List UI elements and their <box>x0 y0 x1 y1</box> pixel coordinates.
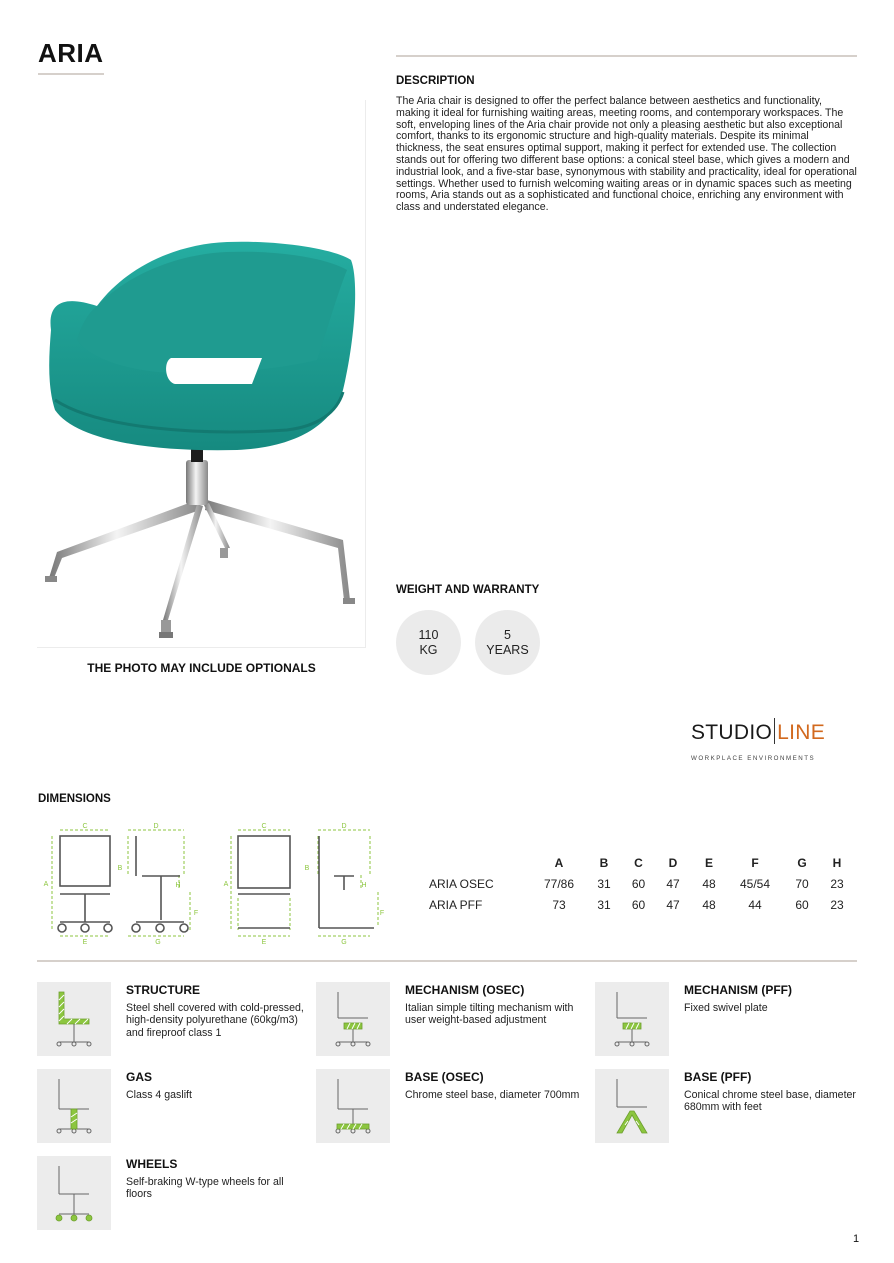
feature-gas <box>37 1069 307 1145</box>
table-header: D <box>668 856 678 870</box>
feature-title: STRUCTURE <box>126 983 200 997</box>
chair-illustration <box>37 100 366 648</box>
table-cell: 60 <box>631 897 646 912</box>
drawing-label: B <box>117 865 123 872</box>
drawing-label: F <box>193 910 199 917</box>
table-header: E <box>704 856 713 870</box>
feature-title: MECHANISM (OSEC) <box>405 983 525 997</box>
page-number: 1 <box>853 1233 860 1245</box>
table-cell: 60 <box>795 897 809 912</box>
description-heading: DESCRIPTION <box>396 75 475 87</box>
warranty-badge <box>475 610 540 675</box>
feature-base-pff <box>595 1069 865 1145</box>
title-underline <box>38 73 104 75</box>
drawing-label: H <box>361 882 367 889</box>
table-cell: 77/86 <box>543 876 575 891</box>
table-cell: 48 <box>702 897 716 912</box>
top-divider <box>396 55 857 57</box>
table-header: G <box>797 856 807 870</box>
table-row <box>424 894 857 915</box>
table-header: H <box>832 856 842 870</box>
table-cell: 44 <box>748 897 762 912</box>
table-header: A <box>554 856 564 870</box>
structure-icon <box>37 982 111 1056</box>
feature-title: MECHANISM (PFF) <box>684 983 792 997</box>
feature-text: Conical chrome steel base, diameter 680mm with feet <box>684 1089 856 1114</box>
feature-text: Steel shell covered with cold-pressed, high-density polyurethane (60kg/m3) and fireproof class 1 <box>126 1002 304 1039</box>
feature-text: Chrome steel base, diameter 700mm <box>405 1089 580 1101</box>
features-divider <box>37 960 857 962</box>
feature-text: Fixed swivel plate <box>684 1002 768 1014</box>
table-cell: 48 <box>702 876 716 891</box>
product-photo <box>37 100 366 648</box>
drawing-label: D <box>153 823 159 830</box>
table-header: C <box>634 856 643 870</box>
table-cell: 47 <box>666 897 680 912</box>
product-title: ARIA <box>38 38 104 68</box>
wheels-icon <box>37 1156 111 1230</box>
drawing-label: D <box>341 823 347 830</box>
weight-unit: KG <box>419 642 438 657</box>
drawing-label: A <box>223 881 229 888</box>
drawing-label: B <box>304 865 310 872</box>
drawing-label: G <box>155 939 161 946</box>
drawing-label: G <box>341 939 347 946</box>
table-header-row <box>424 853 857 873</box>
brand-name-part1: STUDIO <box>691 721 773 744</box>
drawing-label: C <box>82 823 88 830</box>
feature-base-osec <box>316 1069 586 1145</box>
warranty-unit: YEARS <box>486 642 529 657</box>
drawing-label: E <box>261 939 267 946</box>
drawing-label: H <box>175 882 181 889</box>
feature-title: BASE (PFF) <box>684 1070 752 1084</box>
weight-value: 110 <box>418 627 439 642</box>
warranty-value: 5 <box>504 627 511 642</box>
table-header: B <box>599 856 609 870</box>
drawing-label: E <box>82 939 88 946</box>
table-cell: 73 <box>552 897 566 912</box>
feature-title: BASE (OSEC) <box>405 1070 484 1084</box>
weight-badge <box>396 610 461 675</box>
table-cell: 31 <box>597 897 611 912</box>
table-cell: 47 <box>666 876 680 891</box>
brand-separator <box>774 718 775 744</box>
table-cell: 23 <box>830 876 844 891</box>
brand-name-part2: LINE <box>777 721 826 744</box>
feature-structure <box>37 982 307 1058</box>
table-cell: 45/54 <box>739 876 771 891</box>
conical-base-icon <box>595 1069 669 1143</box>
table-cell: 23 <box>830 897 844 912</box>
table-cell-model: ARIA PFF <box>429 897 483 912</box>
table-cell-model: ARIA OSEC <box>429 876 494 891</box>
table-header: F <box>751 856 759 870</box>
description-text: The Aria chair is designed to offer the perfect balance between aesthetics and functionality, making it ideal for furnishing waiting areas, meeting rooms, and contemporary workspaces. The soft, enveloping lines of the Aria chair provide not only a pleasing aesthetic but also exceptional comfort, thanks to its ergonomic structure and high-quality materials. Despite its minimal thickness, the seat ensures optimal support, making it perfect for extended use. The collection stands out for offering two different base options: a conical steel base, which gives a modern and industrial look, and a five-star base, synonymous with stability and practicality, ideal for operational settings. Whether used to furnish welcoming waiting areas or in dynamic spaces such as meeting rooms, Aria stands out as a sophisticated and functional choice, enriching any environment with class and understated elegance. <box>396 95 857 214</box>
table-cell: 31 <box>597 876 611 891</box>
dimension-drawings <box>38 818 390 948</box>
table-cell: 60 <box>631 876 646 891</box>
feature-text: Class 4 gaslift <box>126 1089 192 1101</box>
weight-warranty-heading: WEIGHT AND WARRANTY <box>396 584 540 596</box>
drawing-label: F <box>379 910 385 917</box>
gaslift-icon <box>37 1069 111 1143</box>
feature-text: Italian simple tilting mechanism with user weight-based adjustment <box>405 1002 574 1027</box>
drawing-label: A <box>43 881 49 888</box>
dimensions-table <box>424 853 857 915</box>
brand-name <box>691 718 826 745</box>
table-cell: 70 <box>795 876 809 891</box>
feature-text: Self-braking W-type wheels for all floors <box>126 1176 284 1201</box>
photo-note: THE PHOTO MAY INCLUDE OPTIONALS <box>87 661 316 675</box>
dimensions-heading: DIMENSIONS <box>38 793 111 805</box>
drawing-label: C <box>261 823 267 830</box>
brand-logo <box>691 718 826 762</box>
table-header-name <box>424 853 536 873</box>
swivel-plate-icon <box>595 982 669 1056</box>
feature-wheels <box>37 1156 307 1232</box>
mechanism-icon <box>316 982 390 1056</box>
table-row <box>424 873 857 894</box>
feature-title: GAS <box>126 1070 153 1084</box>
brand-tagline: WORKPLACE ENVIRONMENTS <box>691 755 816 762</box>
feature-title: WHEELS <box>126 1157 178 1171</box>
star-base-icon <box>316 1069 390 1143</box>
feature-mechanism-osec <box>316 982 586 1058</box>
feature-mechanism-pff <box>595 982 865 1058</box>
